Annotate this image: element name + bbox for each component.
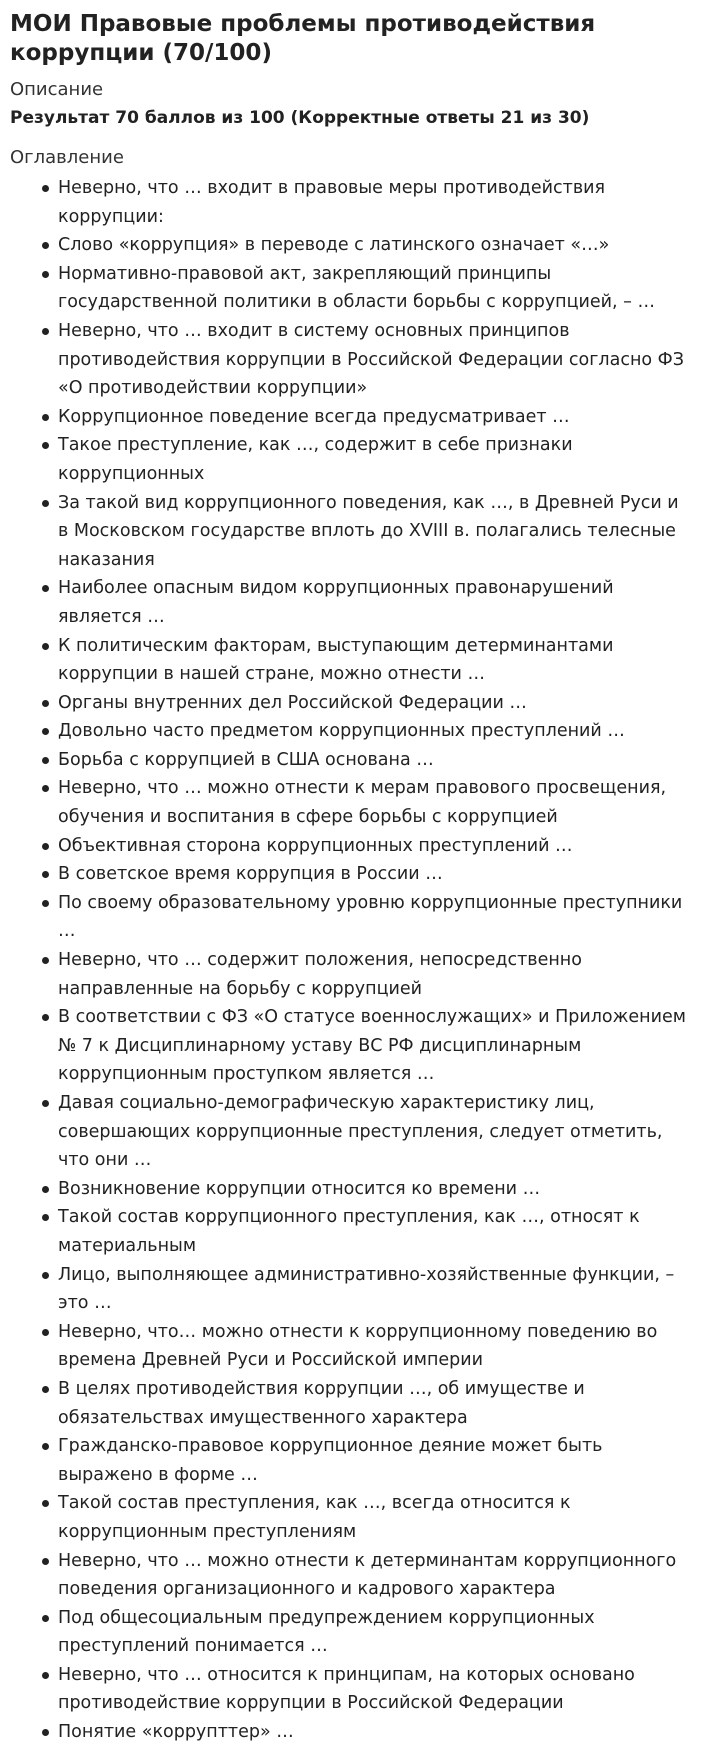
toc-item[interactable]: Неверно, что… можно отнести к коррупционному поведению во времена Древней Руси и Российской империи xyxy=(50,1318,691,1375)
toc-item[interactable]: Довольно часто предметом коррупционных преступлений … xyxy=(50,717,691,746)
page-title: МОИ Правовые проблемы противодействия коррупции (70/100) xyxy=(10,11,596,66)
toc-item[interactable]: По своему образовательному уровню коррупционные преступники … xyxy=(50,889,691,946)
toc-item[interactable]: Неверно, что … входит в систему основных принципов противодействия коррупции в Российской Федерации согласно ФЗ «О противодействии коррупции» xyxy=(50,317,691,403)
toc-item[interactable]: Под общесоциальным предупреждением коррупционных преступлений понимается … xyxy=(50,1604,691,1661)
toc-item[interactable]: Возникновение коррупции относится ко времени … xyxy=(50,1175,691,1204)
toc-item[interactable]: Наиболее опасным видом коррупционных правонарушений является … xyxy=(50,574,691,631)
toc-item[interactable]: Неверно, что … можно отнести к мерам правового просвещения, обучения и воспитания в сфере борьбы с коррупцией xyxy=(50,774,691,831)
toc-item[interactable]: Нормативно-правовой акт, закрепляющий принципы государственной политики в области борьбы с коррупцией, – … xyxy=(50,260,691,317)
toc-item[interactable]: В советское время коррупция в России … xyxy=(50,860,691,889)
toc-item[interactable]: Коррупционное поведение всегда предусматривает … xyxy=(50,403,691,432)
toc-item[interactable]: Лицо, выполняющее административно-хозяйственные функции, – это … xyxy=(50,1261,691,1318)
toc-item[interactable]: Объективная сторона коррупционных преступлений … xyxy=(50,832,691,861)
toc-item[interactable]: В соответствии с ФЗ «О статусе военнослужащих» и Приложением № 7 к Дисциплинарному уставу ВС РФ дисциплинарным коррупционным проступком является … xyxy=(50,1003,691,1089)
toc-item[interactable]: В целях противодействия коррупции …, об имуществе и обязательствах имущественного характера xyxy=(50,1375,691,1432)
toc-item[interactable]: Органы внутренних дел Российской Федерации … xyxy=(50,689,691,718)
description-label: Описание xyxy=(10,79,104,100)
toc-item[interactable]: Неверно, что … содержит положения, непосредственно направленные на борьбу с коррупцией xyxy=(50,946,691,1003)
toc-item[interactable]: Такой состав преступления, как …, всегда относится к коррупционным преступлениям xyxy=(50,1489,691,1546)
toc-item[interactable]: Борьба с коррупцией в США основана … xyxy=(50,746,691,775)
toc-item[interactable]: Неверно, что … можно отнести к детерминантам коррупционного поведения организационного и кадрового характера xyxy=(50,1547,691,1604)
toc-item[interactable]: Понятие «коррупттер» … xyxy=(50,1718,691,1747)
toc-item[interactable]: Слово «коррупция» в переводе с латинского означает «…» xyxy=(50,231,691,260)
result-text: Результат 70 баллов из 100 (Корректные ответы 21 из 30) xyxy=(10,108,590,128)
toc-item[interactable]: Давая социально-демографическую характеристику лиц, совершающих коррупционные преступления, следует отметить, что они … xyxy=(50,1089,691,1175)
toc-item[interactable]: К политическим факторам, выступающим детерминантами коррупции в нашей стране, можно отнести … xyxy=(50,632,691,689)
toc-item[interactable]: Такое преступление, как …, содержит в себе признаки коррупционных xyxy=(50,431,691,488)
toc-item[interactable]: Такой состав коррупционного преступления, как …, относят к материальным xyxy=(50,1203,691,1260)
toc-item[interactable]: За такой вид коррупционного поведения, как …, в Древней Руси и в Московском государстве вплоть до XVIII в. полагались телесные наказания xyxy=(50,489,691,575)
toc-item[interactable]: Неверно, что … входит в правовые меры противодействия коррупции: xyxy=(50,174,691,231)
toc-label: Оглавление xyxy=(10,147,124,168)
toc-item[interactable]: Гражданско-правовое коррупционное деяние может быть выражено в форме … xyxy=(50,1432,691,1489)
toc-item[interactable]: Неверно, что … относится к принципам, на которых основано противодействие коррупции в Российской Федерации xyxy=(50,1661,691,1718)
toc-list xyxy=(10,174,691,1747)
